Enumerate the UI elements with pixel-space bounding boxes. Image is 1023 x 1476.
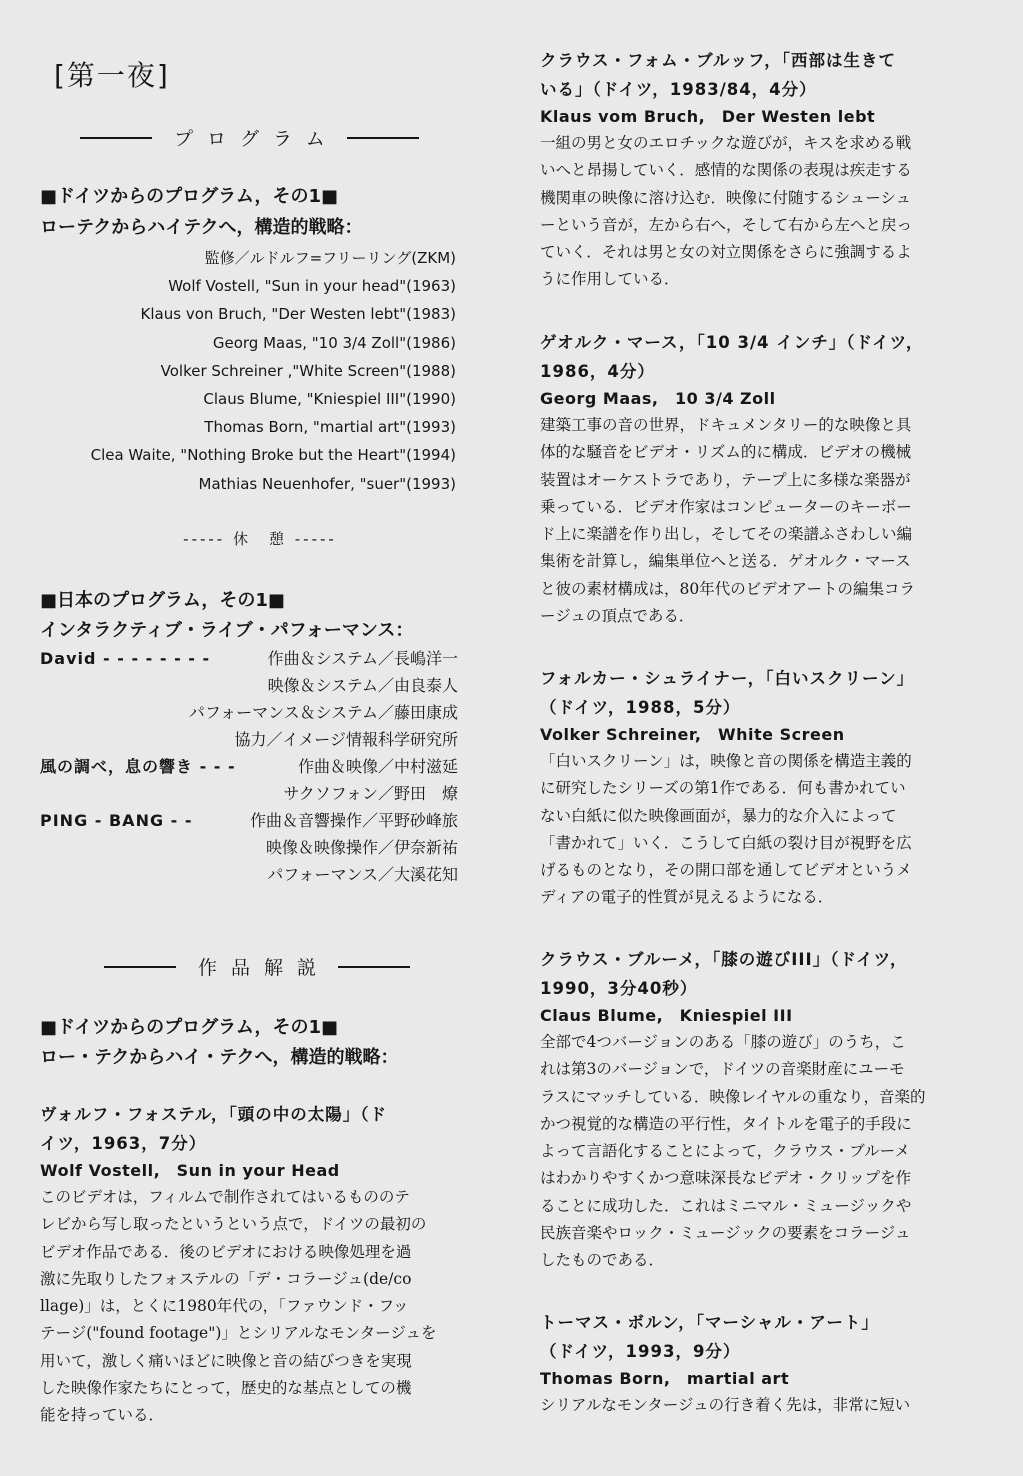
desc-line: ていく．それは男と女の対立関係をさらに強調するよ	[540, 243, 912, 262]
performance-role: パフォーマンス＆システム／藤田康成	[188, 703, 458, 722]
performance-role: 作曲＆音響操作／平野砂峰旅	[249, 811, 458, 830]
work-description	[40, 1184, 472, 1430]
desc-line: ーという音が，左から右へ，そして右から左へと戻っ	[540, 215, 913, 234]
night-title: [第一夜]	[54, 59, 170, 92]
performance-row	[40, 726, 458, 753]
performance-name: PING - BANG - -	[40, 811, 193, 830]
work-description	[540, 412, 972, 630]
desc-line: 装置はオーケストラであり，テープ上に多様な楽器が	[540, 470, 911, 489]
heading-rule-right	[338, 966, 410, 968]
work-title-line: いる」（ドイツ，1983/84，4分）	[540, 80, 817, 99]
desc-line: 乗っている．ビデオ作家はコンピューターのキーボー	[540, 497, 912, 516]
heading-rule-left	[104, 966, 176, 968]
german-program-subtitle: ローテクからハイテクへ，構造的戦略：	[40, 217, 363, 238]
work-title-line: ヴォルフ・フォステル，「頭の中の太陽」（ド	[40, 1105, 388, 1124]
desc-line: げるものとなり，その開口部を通してビデオというメ	[540, 861, 912, 880]
work-title-line: トーマス・ボルン，「マーシャル・アート」	[540, 1313, 879, 1332]
desc-line: 集術を計算し，編集単位へと送る．ゲオルク・マース	[540, 552, 911, 571]
credit-line: Thomas Born, "martial art"(1993)	[204, 418, 456, 437]
program-credits-list	[40, 244, 456, 498]
work-description	[540, 130, 972, 294]
work-entry	[540, 945, 972, 1275]
performance-row	[40, 672, 458, 699]
desc-line: llage)」は，とくに1980年代の，「ファウンド・フッ	[40, 1297, 409, 1316]
program-heading-label: プログラム	[174, 128, 339, 150]
work-description	[540, 1029, 972, 1275]
work-original-title: Wolf Vostell, Sun in your Head	[40, 1161, 340, 1180]
work-title-line: クラウス・ブルーメ，「膝の遊びIII」（ドイツ，	[540, 950, 908, 969]
performance-row	[40, 861, 458, 888]
desc-line: した映像作家たちにとって，歴史的な基点としての機	[40, 1379, 412, 1398]
performance-name: David - - - - - - - -	[40, 649, 211, 668]
performance-role: 協力／イメージ情報科学研究所	[234, 730, 458, 749]
work-original-title: Claus Blume, Kniespiel III	[540, 1006, 793, 1025]
desc-line: ない白紙に似た映像画面が，暴力的な介入によって	[540, 806, 897, 825]
commentary-heading	[104, 953, 410, 980]
work-original-title: Georg Maas, 10 3/4 Zoll	[540, 389, 776, 408]
performance-name: 風の調べ，息の響き - - -	[40, 757, 236, 776]
work-description	[540, 748, 972, 912]
desc-line: 建築工事の音の世界，ドキュメンタリー的な映像と具	[540, 416, 912, 434]
commentary-program-title: ■ドイツからのプログラム，その1■	[40, 1017, 338, 1038]
desc-line: 激に先取りしたフォステルの「デ・コラージュ(de/co	[40, 1269, 412, 1288]
performance-role: サクソフォン／野田 燎	[283, 784, 458, 803]
desc-line: れは第3のバージョンで，ドイツの音楽財産にユーモ	[540, 1060, 905, 1079]
desc-line: うに作用している．	[540, 270, 680, 289]
credit-line: 監修／ルドルフ=フリーリング(ZKM)	[204, 249, 456, 267]
performance-role: 作曲＆システム／長嶋洋一	[267, 649, 458, 668]
heading-rule-right	[347, 137, 419, 139]
desc-line: 機関車の映像に溶け込む．映像に付随するシューシュ	[540, 188, 912, 207]
work-title-line: フォルカー・シュライナー，「白いスクリーン」	[540, 669, 915, 688]
performance-list	[40, 645, 458, 888]
performance-row	[40, 753, 458, 780]
desc-line: に研究したシリーズの第1作である．何も書かれてい	[540, 779, 906, 798]
credit-line: Claus Blume, "Kniespiel III"(1990)	[203, 389, 456, 408]
german-program-title: ■ドイツからのプログラム，その1■	[40, 186, 338, 207]
work-original-title: Thomas Born, martial art	[540, 1369, 790, 1388]
desc-line: 能を持っている．	[40, 1406, 165, 1425]
desc-line: いへと昂揚していく．感情的な関係の表現は疾走する	[540, 161, 912, 180]
credit-line: Wolf Vostell, "Sun in your head"(1963)	[168, 277, 456, 296]
work-title-line: クラウス・フォム・ブルッフ，「西部は生きて	[540, 51, 896, 70]
performance-row	[40, 645, 458, 672]
desc-line: 用いて，激しく痛いほどに映像と音の結びつきを実現	[40, 1351, 412, 1370]
desc-line: 「書かれて」いく．こうして白紙の裂け目が視野を広	[540, 833, 912, 852]
desc-line: ラスにマッチしている．映像レイヤルの重なり，音楽的	[540, 1087, 926, 1106]
work-original-title: Volker Schreiner, White Screen	[540, 725, 845, 744]
desc-line: と彼の素材構成は，80年代のビデオアートの編集コラ	[540, 579, 915, 598]
commentary-heading-label: 作品解説	[198, 957, 331, 979]
work-title-line: 1986，4分）	[540, 362, 655, 381]
desc-line: よって言語化することによって，クラウス・ブルーメ	[540, 1142, 910, 1161]
desc-line: ド上に楽譜を作り出し，そしてその楽譜ふさわしい編	[540, 525, 913, 544]
work-title-line: ゲオルク・マース，「10 3/4 インチ」（ドイツ，	[540, 333, 924, 352]
desc-line: シリアルなモンタージュの行き着く先は，非常に短い	[540, 1396, 911, 1414]
performance-row	[40, 699, 458, 726]
work-entry	[540, 1308, 972, 1419]
desc-line: 全部で4つバージョンのある「膝の遊び」のうち，こ	[540, 1033, 906, 1051]
credit-line: Mathias Neuenhofer, "suer"(1993)	[198, 474, 456, 493]
work-entry	[540, 328, 972, 630]
desc-line: レビから写し取ったというという点で，ドイツの最初の	[40, 1215, 427, 1234]
work-entry	[540, 664, 972, 912]
desc-line: ディアの電子的性質が見えるようになる．	[540, 888, 834, 907]
work-title-line: イツ，1963，7分）	[40, 1134, 207, 1153]
desc-line: 「白いスクリーン」は，映像と音の関係を構造主義的	[540, 752, 912, 770]
work-title-line: （ドイツ，1993，9分）	[540, 1342, 741, 1361]
desc-line: このビデオは，フィルムで制作されてはいるもののテ	[40, 1188, 410, 1206]
program-heading	[80, 124, 419, 151]
intermission: ----- 休 憩 -----	[183, 530, 337, 548]
credit-line: Georg Maas, "10 3/4 Zoll"(1986)	[212, 333, 456, 352]
heading-rule-left	[80, 137, 152, 139]
commentary-program-subtitle: ロー・テクからハイ・テクへ，構造的戦略：	[40, 1047, 399, 1068]
desc-line: テージ("found footage")」とシリアルなモンタージュを	[40, 1324, 437, 1343]
work-original-title: Klaus vom Bruch, Der Westen lebt	[540, 107, 876, 126]
credit-line: Volker Schreiner ,"White Screen"(1988)	[160, 361, 456, 380]
desc-line: ることに成功した．これはミニマル・ミュージックや	[540, 1196, 912, 1215]
performance-role: 映像＆システム／由良泰人	[267, 676, 458, 695]
work-entry	[540, 46, 972, 294]
work-title-line: 1990，3分40秒）	[540, 979, 698, 998]
credit-line: Klaus von Bruch, "Der Westen lebt"(1983)	[140, 305, 456, 324]
desc-line: かつ視覚的な構造の平行性，タイトルを電子的手段に	[540, 1114, 912, 1133]
work-title-line: （ドイツ，1988，5分）	[540, 698, 741, 717]
desc-line: したものである．	[540, 1251, 665, 1270]
performance-role: パフォーマンス／大溪花知	[267, 865, 458, 884]
japan-program-subtitle: インタラクティブ・ライブ・パフォーマンス：	[40, 620, 414, 641]
performance-row	[40, 780, 458, 807]
desc-line: ビデオ作品である．後のビデオにおける映像処理を過	[40, 1242, 412, 1261]
credit-line: Clea Waite, "Nothing Broke but the Heart"(1994)	[90, 446, 456, 465]
work-entry	[40, 1100, 472, 1430]
desc-line: ージュの頂点である．	[540, 607, 695, 626]
desc-line: 民族音楽やロック・ミュージックの要素をコラージュ	[540, 1224, 911, 1243]
performance-row	[40, 807, 458, 834]
performance-role: 映像＆映像操作／伊奈新祐	[265, 838, 458, 857]
desc-line: 体的な騒音をビデオ・リズム的に構成．ビデオの機械	[540, 443, 912, 462]
japan-program-title: ■日本のプログラム，その1■	[40, 590, 285, 611]
performance-row	[40, 834, 458, 861]
work-description	[540, 1392, 972, 1419]
desc-line: はわかりやすくかつ意味深長なビデオ・クリップを作	[540, 1169, 912, 1188]
performance-role: 作曲＆映像／中村滋延	[297, 757, 458, 776]
desc-line: 一組の男と女のエロチックな遊びが，キスを求める戦	[540, 134, 912, 152]
